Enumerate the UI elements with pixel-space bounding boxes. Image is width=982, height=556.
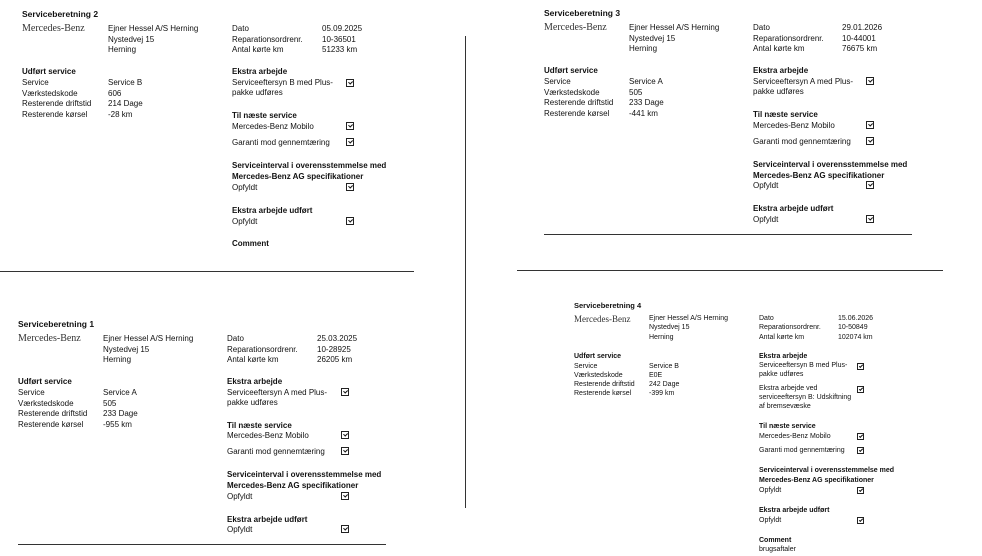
brand-logo: Mercedes-Benz bbox=[574, 314, 631, 324]
interval-heading-line2: Mercedes-Benz AG specifikationer bbox=[753, 171, 885, 180]
mobilo-checkbox[interactable] bbox=[857, 433, 864, 440]
km-label: Antal kørte km bbox=[227, 355, 279, 364]
date-value: 25.03.2025 bbox=[317, 334, 358, 343]
report-title: Serviceberetning 1 bbox=[18, 319, 95, 329]
comment-value: brugsaftaler bbox=[759, 546, 796, 553]
interval-value: Opfyldt bbox=[232, 183, 258, 192]
extra-heading: Ekstra arbejde bbox=[232, 67, 288, 76]
comment-heading: Comment bbox=[232, 239, 269, 248]
extra-item-line1: Serviceeftersyn A med Plus- bbox=[753, 77, 854, 86]
next-item-mobilo: Mercedes-Benz Mobilo bbox=[759, 433, 831, 440]
km-label: Antal kørte km bbox=[759, 334, 805, 341]
report-title: Serviceberetning 2 bbox=[22, 9, 99, 19]
interval-value: Opfyldt bbox=[753, 181, 779, 190]
extra-done-checkbox[interactable] bbox=[857, 517, 864, 524]
interval-heading-line1: Serviceinterval i overensstemmelse med bbox=[753, 160, 908, 169]
performed-heading: Udført service bbox=[18, 377, 72, 386]
brand-logo: Mercedes-Benz bbox=[18, 333, 81, 344]
dealer-city: Herning bbox=[108, 45, 137, 54]
service-value: Service A bbox=[629, 77, 663, 86]
next-heading: Til næste service bbox=[227, 421, 292, 430]
remaining-time-label: Resterende driftstid bbox=[544, 98, 614, 107]
remaining-km-label: Resterende kørsel bbox=[574, 390, 632, 397]
dealer-city: Herning bbox=[629, 44, 658, 53]
dealer-street: Nystedvej 15 bbox=[103, 345, 150, 354]
dealer-city: Herning bbox=[103, 355, 132, 364]
remaining-time-value: 233 Dage bbox=[629, 98, 664, 107]
extra-heading: Ekstra arbejde bbox=[227, 377, 283, 386]
interval-heading-line1: Serviceinterval i overensstemmelse med bbox=[227, 470, 382, 479]
extra-item2-line3: af bremsevæske bbox=[759, 403, 811, 410]
extra-item-line2: pakke udføres bbox=[759, 371, 804, 378]
extra-heading: Ekstra arbejde bbox=[759, 353, 808, 360]
next-item-warranty: Garanti mod gennemtæring bbox=[759, 447, 845, 454]
interval-checkbox[interactable] bbox=[857, 487, 864, 494]
workshop-value: E0E bbox=[649, 372, 663, 379]
workshop-label: Værkstedskode bbox=[574, 372, 623, 379]
next-item-warranty: Garanti mod gennemtæring bbox=[232, 138, 330, 147]
service-label: Service bbox=[22, 78, 49, 87]
service-value: Service B bbox=[108, 78, 143, 87]
next-item-mobilo: Mercedes-Benz Mobilo bbox=[753, 121, 835, 130]
next-heading: Til næste service bbox=[759, 423, 816, 430]
workshop-value: 606 bbox=[108, 89, 122, 98]
extra-item-line1: Serviceeftersyn A med Plus- bbox=[227, 388, 328, 397]
dealer-name: Ejner Hessel A/S Herning bbox=[629, 23, 720, 32]
extra-item-line1: Serviceeftersyn B med Plus- bbox=[232, 78, 333, 87]
date-label: Dato bbox=[759, 315, 774, 322]
dealer-name: Ejner Hessel A/S Herning bbox=[108, 24, 199, 33]
interval-value: Opfyldt bbox=[759, 487, 782, 494]
extra-item-line2: pakke udføres bbox=[753, 87, 804, 96]
performed-heading: Udført service bbox=[22, 67, 76, 76]
extra-item2-line1: Ekstra arbejde ved bbox=[759, 385, 818, 392]
order-label: Reparationsordrenr. bbox=[759, 324, 821, 331]
interval-heading-line2: Mercedes-Benz AG specifikationer bbox=[232, 172, 364, 181]
remaining-time-label: Resterende driftstid bbox=[22, 99, 92, 108]
performed-heading: Udført service bbox=[574, 353, 622, 360]
interval-heading-line2: Mercedes-Benz AG specifikationer bbox=[227, 481, 359, 490]
date-label: Dato bbox=[227, 334, 244, 343]
workshop-value: 505 bbox=[103, 399, 117, 408]
dealer-street: Nystedvej 15 bbox=[108, 35, 155, 44]
remaining-time-value: 214 Dage bbox=[108, 99, 143, 108]
extra-item-checkbox[interactable] bbox=[857, 363, 864, 370]
dealer-name: Ejner Hessel A/S Herning bbox=[103, 334, 194, 343]
km-label: Antal kørte km bbox=[232, 45, 284, 54]
next-item-warranty: Garanti mod gennemtæring bbox=[227, 447, 325, 456]
interval-heading-line1: Serviceinterval i overensstemmelse med bbox=[759, 467, 895, 474]
extra-heading: Ekstra arbejde bbox=[753, 66, 809, 75]
remaining-km-value: -441 km bbox=[629, 109, 658, 118]
dealer-street: Nystedvej 15 bbox=[649, 324, 690, 331]
km-label: Antal kørte km bbox=[753, 44, 805, 53]
service-value: Service B bbox=[649, 363, 679, 370]
next-item-mobilo: Mercedes-Benz Mobilo bbox=[227, 431, 309, 440]
km-value: 76675 km bbox=[842, 44, 878, 53]
date-value: 05.09.2025 bbox=[322, 24, 363, 33]
order-value: 10-36501 bbox=[322, 35, 356, 44]
remaining-km-label: Resterende kørsel bbox=[22, 110, 88, 119]
order-label: Reparationsordrenr. bbox=[227, 345, 298, 354]
extra-done-value: Opfyldt bbox=[232, 217, 258, 226]
dealer-street: Nystedvej 15 bbox=[629, 34, 676, 43]
dealer-city: Herning bbox=[649, 334, 674, 341]
extra-item-line2: pakke udføres bbox=[232, 88, 283, 97]
remaining-km-value: -399 km bbox=[649, 390, 675, 397]
extra-done-heading: Ekstra arbejde udført bbox=[759, 507, 830, 514]
brand-logo: Mercedes-Benz bbox=[22, 23, 85, 34]
service-label: Service bbox=[18, 388, 45, 397]
extra-item2-checkbox[interactable] bbox=[857, 386, 864, 393]
km-value: 51233 km bbox=[322, 45, 358, 54]
service-value: Service A bbox=[103, 388, 137, 397]
next-item-warranty: Garanti mod gennemtæring bbox=[753, 137, 851, 146]
extra-item-line1: Serviceeftersyn B med Plus- bbox=[759, 362, 848, 369]
workshop-value: 505 bbox=[629, 88, 643, 97]
extra-item-line2: pakke udføres bbox=[227, 398, 278, 407]
extra-done-value: Opfyldt bbox=[227, 525, 253, 534]
report-title: Serviceberetning 3 bbox=[544, 8, 621, 18]
extra-done-heading: Ekstra arbejde udført bbox=[227, 515, 308, 524]
remaining-km-value: -28 km bbox=[108, 110, 133, 119]
brand-logo: Mercedes-Benz bbox=[544, 22, 607, 33]
date-label: Dato bbox=[232, 24, 249, 33]
extra-done-heading: Ekstra arbejde udført bbox=[753, 204, 834, 213]
order-label: Reparationsordrenr. bbox=[753, 34, 824, 43]
service-label: Service bbox=[574, 363, 598, 370]
remaining-time-value: 242 Dage bbox=[649, 381, 680, 388]
order-value: 10-50849 bbox=[838, 324, 868, 331]
warranty-checkbox[interactable] bbox=[857, 447, 864, 454]
interval-heading-line2: Mercedes-Benz AG specifikationer bbox=[759, 477, 874, 484]
remaining-km-value: -955 km bbox=[103, 420, 132, 429]
report-title: Serviceberetning 4 bbox=[574, 301, 642, 310]
date-value: 29.01.2026 bbox=[842, 23, 883, 32]
workshop-label: Værkstedskode bbox=[544, 88, 600, 97]
workshop-label: Værkstedskode bbox=[18, 399, 74, 408]
workshop-label: Værkstedskode bbox=[22, 89, 78, 98]
interval-value: Opfyldt bbox=[227, 492, 253, 501]
performed-heading: Udført service bbox=[544, 66, 598, 75]
remaining-km-label: Resterende kørsel bbox=[544, 109, 610, 118]
service-label: Service bbox=[544, 77, 571, 86]
order-label: Reparationsordrenr. bbox=[232, 35, 303, 44]
order-value: 10-28925 bbox=[317, 345, 351, 354]
dealer-name: Ejner Hessel A/S Herning bbox=[649, 315, 728, 322]
km-value: 26205 km bbox=[317, 355, 353, 364]
remaining-time-label: Resterende driftstid bbox=[574, 381, 635, 388]
date-value: 15.06.2026 bbox=[838, 315, 874, 322]
extra-done-heading: Ekstra arbejde udført bbox=[232, 206, 313, 215]
remaining-time-value: 233 Dage bbox=[103, 409, 138, 418]
remaining-time-label: Resterende driftstid bbox=[18, 409, 88, 418]
date-label: Dato bbox=[753, 23, 770, 32]
comment-heading: Comment bbox=[759, 537, 792, 544]
extra-done-value: Opfyldt bbox=[759, 517, 782, 524]
interval-heading-line1: Serviceinterval i overensstemmelse med bbox=[232, 161, 387, 170]
next-item-mobilo: Mercedes-Benz Mobilo bbox=[232, 122, 314, 131]
extra-done-value: Opfyldt bbox=[753, 215, 779, 224]
km-value: 102074 km bbox=[838, 334, 873, 341]
next-heading: Til næste service bbox=[232, 111, 297, 120]
extra-item2-line2: serviceeftersyn B: Udskiftning bbox=[759, 394, 852, 401]
next-heading: Til næste service bbox=[753, 110, 818, 119]
order-value: 10-44001 bbox=[842, 34, 876, 43]
remaining-km-label: Resterende kørsel bbox=[18, 420, 84, 429]
